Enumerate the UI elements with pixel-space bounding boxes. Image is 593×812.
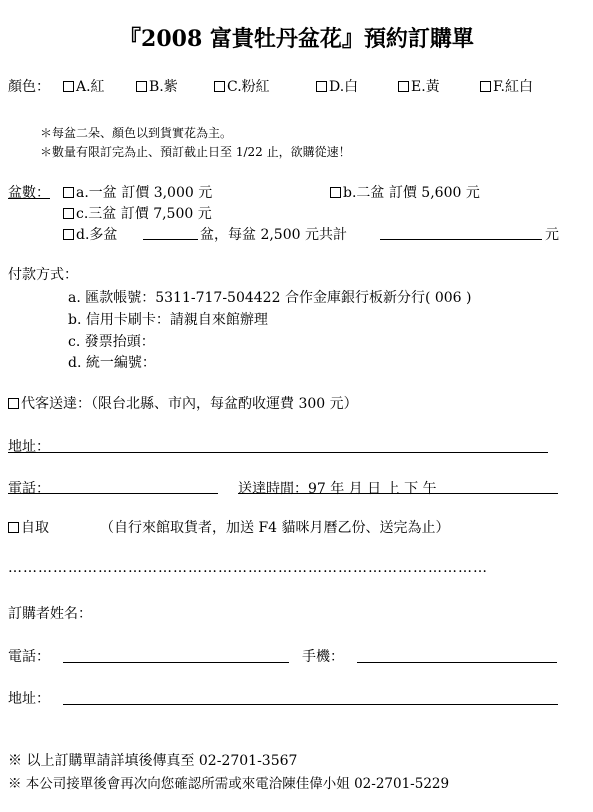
delivery-phone-label: 電話：	[8, 481, 50, 497]
orderer-address-field[interactable]	[63, 704, 558, 705]
quantity-count-field[interactable]	[143, 239, 198, 240]
page-title: 『2008 富貴牡丹盆花』預約訂購單	[119, 26, 474, 52]
footer-note-2: ※ 本公司接單後會再次向您確認所需或來電洽陳佳偉小姐 02-2701-5229	[8, 776, 450, 792]
color-option-c[interactable]: C.粉紅	[214, 76, 270, 96]
color-option-a[interactable]: A.紅	[63, 76, 105, 96]
checkbox[interactable]	[214, 81, 225, 92]
quantity-option-b[interactable]: b.二盆 訂價 5,600 元	[330, 182, 480, 202]
checkbox[interactable]	[63, 208, 74, 219]
color-option-d[interactable]: D.白	[316, 76, 358, 96]
quantity-d-suffix: 元	[545, 227, 559, 243]
orderer-address-label: 地址：	[8, 691, 50, 707]
checkbox[interactable]	[316, 81, 327, 92]
checkbox[interactable]	[398, 81, 409, 92]
pickup-description: （自行來館取貨者，加送 F4 貓咪月曆乙份、送完為止）	[100, 520, 450, 536]
payment-label: 付款方式：	[8, 267, 78, 283]
checkbox[interactable]	[8, 522, 19, 533]
payment-item-b: b. 信用卡刷卡：請親自來館辦理	[68, 312, 268, 328]
payment-item-a: a. 匯款帳號：5311-717-504422 合作金庫銀行板新分行( 006 )	[68, 290, 472, 306]
orderer-name-label: 訂購者姓名：	[8, 606, 92, 622]
note-2: ＊數量有限訂完為止、預訂截止日至 1/22 止，欲購從速！	[40, 145, 351, 159]
color-label: 顏色：	[8, 79, 50, 95]
payment-item-c: c. 發票抬頭：	[68, 334, 155, 350]
checkbox[interactable]	[480, 81, 491, 92]
delivery-address-label: 地址：	[8, 439, 50, 455]
color-option-e[interactable]: E.黃	[398, 76, 440, 96]
checkbox[interactable]	[63, 81, 74, 92]
delivery-time-label: 送達時間：97 年 月 日 上 下 午	[238, 481, 437, 497]
checkbox[interactable]	[63, 187, 74, 198]
quantity-option-d[interactable]: d.多盆	[63, 224, 117, 244]
orderer-mobile-label: 手機：	[302, 649, 344, 665]
delivery-address-field[interactable]	[8, 452, 548, 453]
delivery-time-field[interactable]	[238, 493, 558, 494]
quantity-option-a[interactable]: a.一盆 訂價 3,000 元	[63, 182, 212, 202]
checkbox[interactable]	[8, 398, 19, 409]
quantity-label: 盆數：	[8, 185, 50, 201]
checkbox[interactable]	[63, 229, 74, 240]
orderer-mobile-field[interactable]	[357, 662, 557, 663]
orderer-phone-field[interactable]	[63, 662, 289, 663]
pickup-option[interactable]: 自取	[8, 517, 49, 537]
color-row	[8, 76, 588, 94]
note-1: ＊每盆二朵、顏色以到貨實花為主。	[40, 126, 233, 140]
color-option-f[interactable]: F.紅白	[480, 76, 533, 96]
checkbox[interactable]	[330, 187, 341, 198]
orderer-phone-label: 電話：	[8, 649, 50, 665]
color-option-b[interactable]: B.紫	[136, 76, 178, 96]
quantity-option-c[interactable]: c.三盆 訂價 7,500 元	[63, 203, 212, 223]
checkbox[interactable]	[136, 81, 147, 92]
separator: ……………………………………………………………………………………	[8, 560, 488, 576]
delivery-phone-field[interactable]	[8, 493, 218, 494]
quantity-total-field[interactable]	[380, 239, 542, 240]
footer-note-1: ※ 以上訂購單請詳填後傳真至 02-2701-3567	[8, 753, 298, 769]
delivery-option[interactable]: 代客送達：（限台北縣、市內，每盆酌收運費 300 元）	[8, 393, 358, 413]
quantity-d-unit: 盆，每盆 2,500 元共計	[200, 227, 347, 243]
payment-item-d: d. 統一編號：	[68, 355, 156, 371]
